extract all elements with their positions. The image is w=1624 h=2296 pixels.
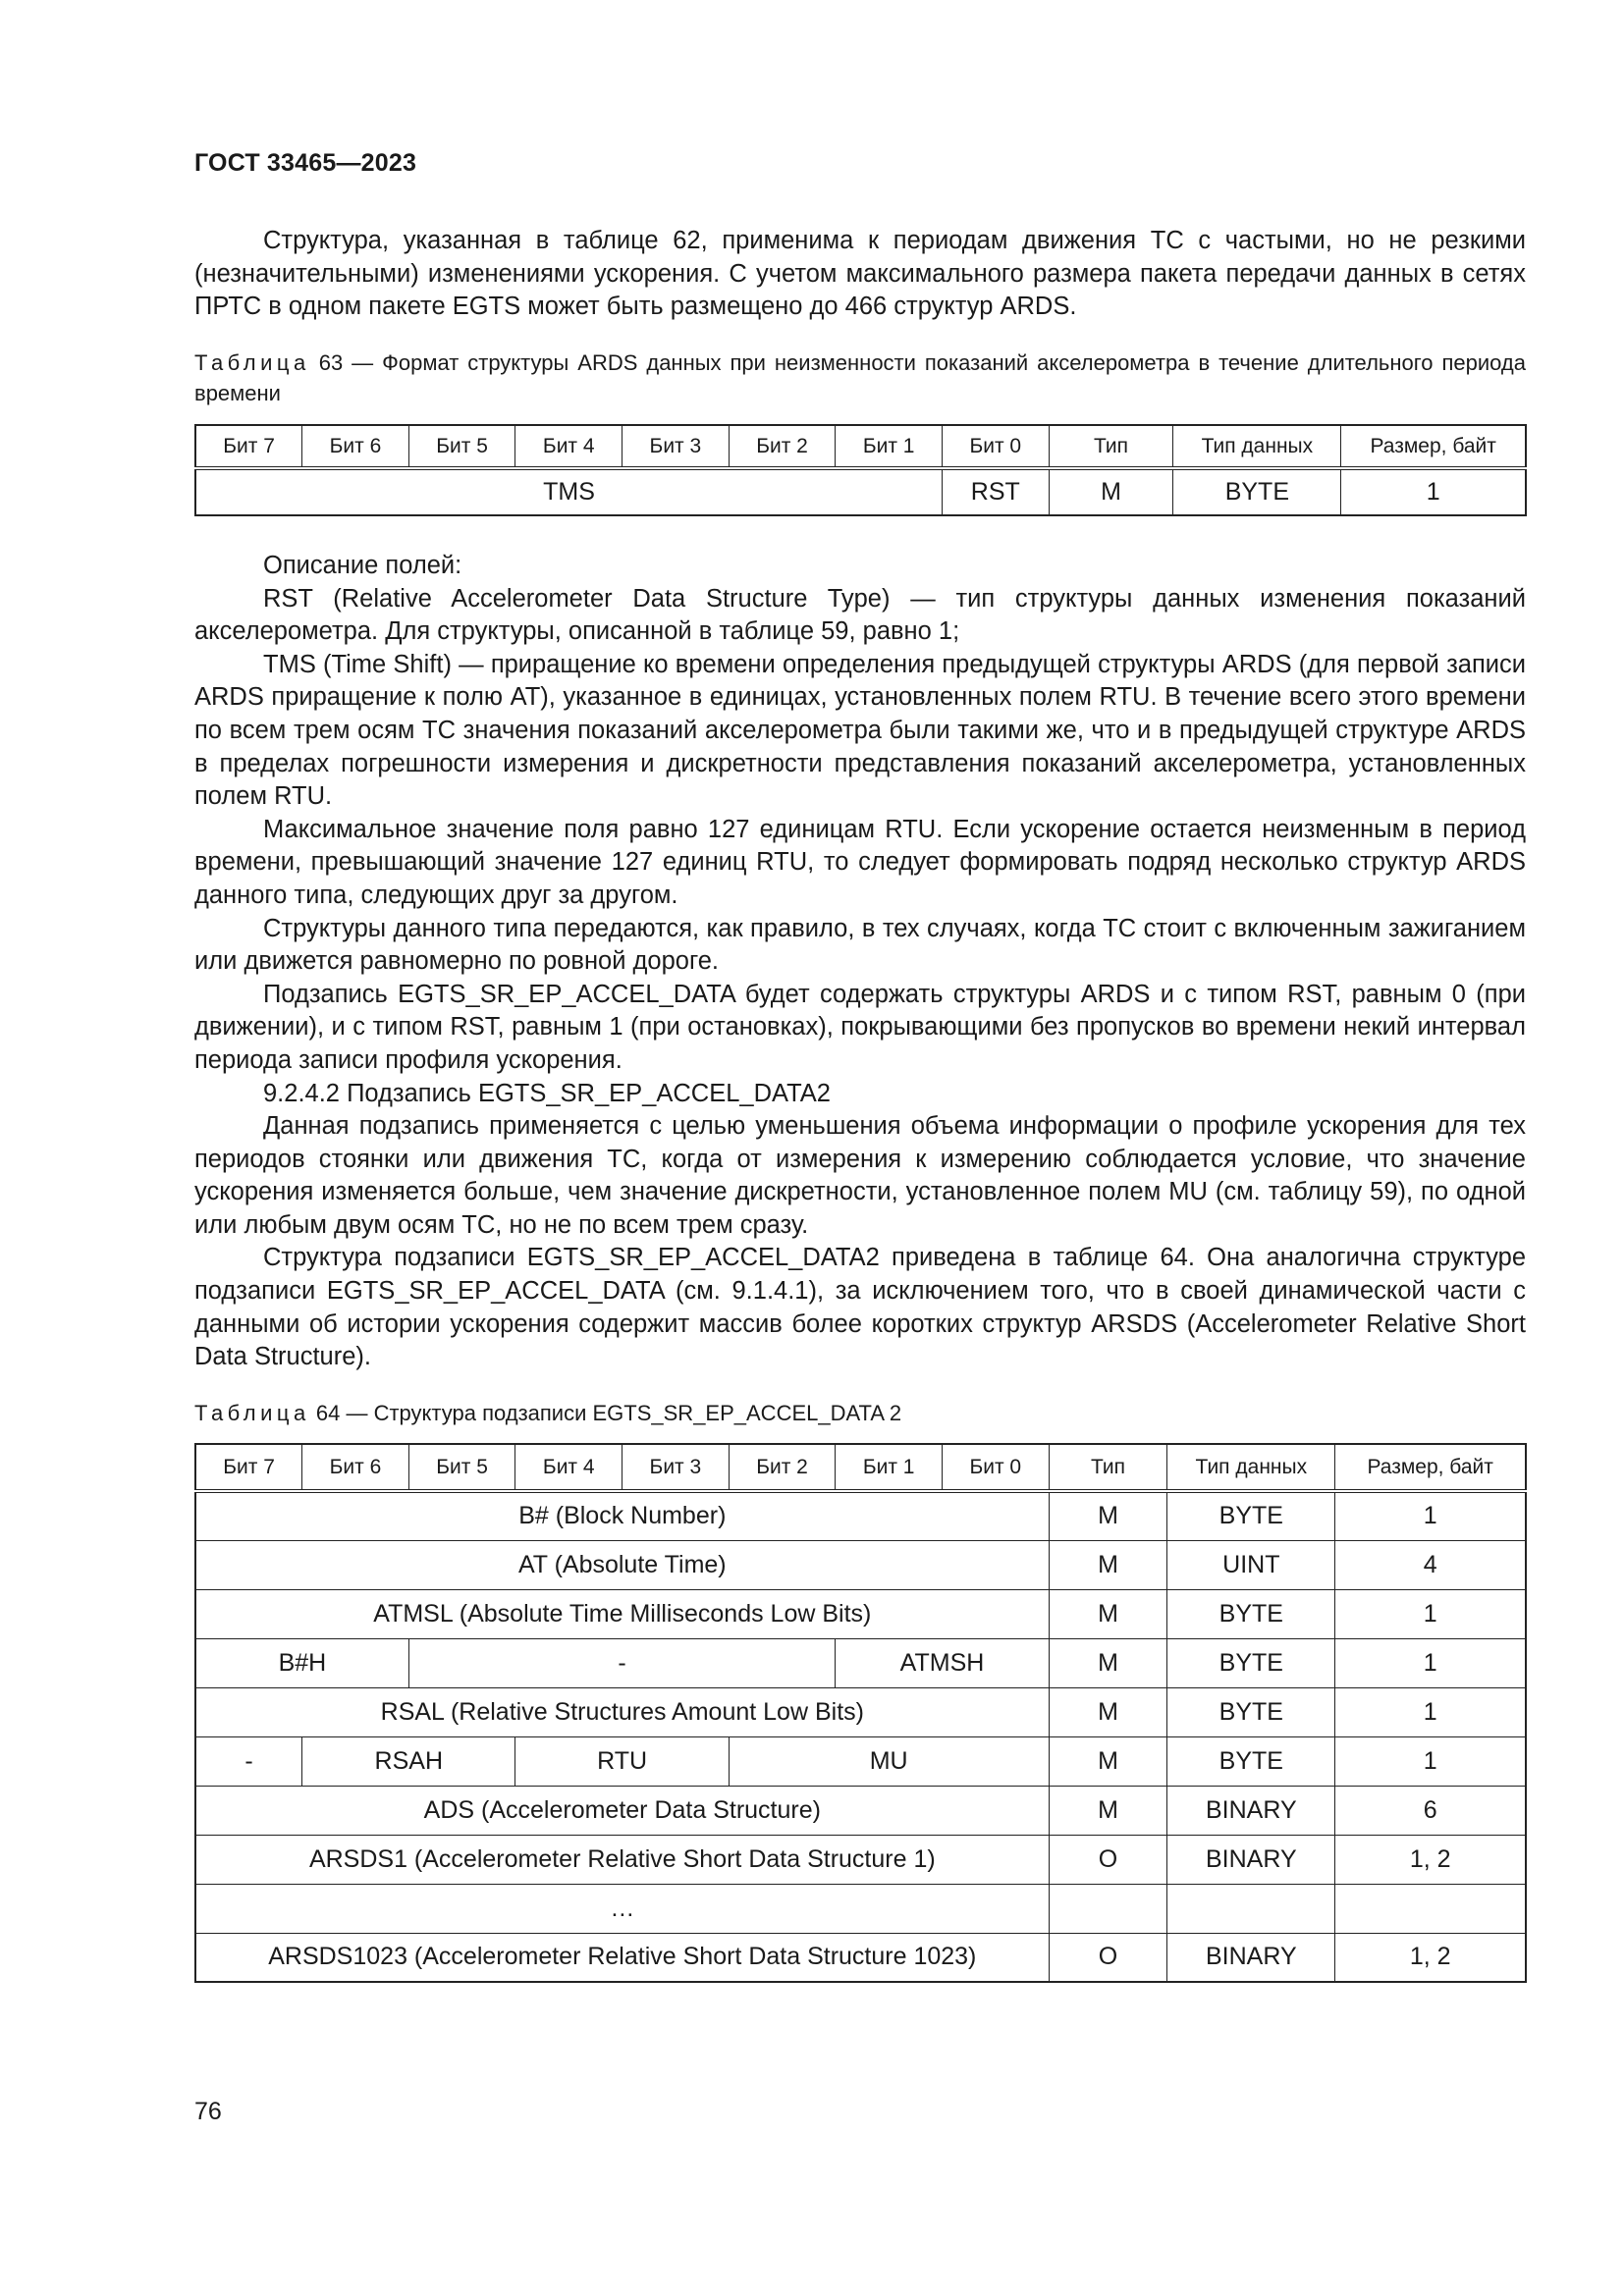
table64-header-cell: Бит 1 — [836, 1444, 943, 1491]
table64-header-cell: Бит 0 — [942, 1444, 1049, 1491]
field-cell: AT (Absolute Time) — [195, 1540, 1049, 1589]
table63-header-cell: Бит 1 — [836, 425, 943, 468]
table64-row-arsds1 — [195, 1835, 1526, 1884]
size-cell: 1 — [1335, 1736, 1526, 1786]
datatype-cell: BYTE — [1167, 1638, 1335, 1687]
field-cell: RSAL (Relative Structures Amount Low Bits) — [195, 1687, 1049, 1736]
paragraph: Данная подзапись применяется с целью уменьшения объема информации о профиле ускорения для тех периодов стоянки или движения ТС, когда от измерения к измерению соблюдается условие, что значение ускорения изменяется больше, чем значение дискретности, установленное полем MU (см. таблицу 59), по одной или любым двум осям ТС, но не по всем трем сразу. — [194, 1112, 1526, 1239]
table64-row-atmsl — [195, 1589, 1526, 1638]
field-cell: ARSDS1 (Accelerometer Relative Short Data Structure 1) — [195, 1835, 1049, 1884]
rtu-cell: RTU — [515, 1736, 729, 1786]
table64-caption-word: Таблица — [194, 1401, 310, 1425]
size-cell: 1 — [1335, 1638, 1526, 1687]
size-cell: 1, 2 — [1335, 1835, 1526, 1884]
table63-header-cell: Бит 7 — [195, 425, 302, 468]
table64-row-rsah — [195, 1736, 1526, 1786]
type-cell: M — [1049, 1736, 1167, 1786]
table63-header-cell: Размер, байт — [1341, 425, 1526, 468]
field-cell: ADS (Accelerometer Data Structure) — [195, 1786, 1049, 1835]
table64-header-cell: Бит 3 — [623, 1444, 730, 1491]
paragraph: RST (Relative Accelerometer Data Structure Type) — тип структуры данных изменения показаний акселерометра. Для структуры, описанной в таблице 59, равно 1; — [194, 584, 1526, 646]
paragraph: Структура подзаписи EGTS_SR_EP_ACCEL_DATA2 приведена в таблице 64. Она аналогична структуре подзаписи EGTS_SR_EP_ACCEL_DATA (см. 9.1.4.1), за исключением того, что в своей динамической части с данными об истории ускорения содержит массив более коротких структур ARSDS (Accelerometer Relative Short Data Structure). — [194, 1244, 1526, 1371]
body-text-block — [194, 550, 1526, 1374]
table63-header-cell: Бит 5 — [408, 425, 515, 468]
table63-tms-cell: TMS — [195, 468, 942, 515]
table63-header-row — [195, 425, 1526, 468]
table63-header-cell: Бит 6 — [302, 425, 409, 468]
table-63 — [194, 424, 1527, 516]
paragraph: TMS (Time Shift) — приращение ко времени определения предыдущей структуры ARDS (для первой записи ARDS приращение к полю AT), указанное в единицах, установленных полем RTU. В течение всего этого времени по всем трем осям ТС значения показаний акселерометра были такими же, что и в предыдущей структуре ARDS в пределах погрешности измерения и дискретности представления показаний акселерометра, установленных полем RTU. — [194, 650, 1526, 811]
table64-row-absolute-time — [195, 1540, 1526, 1589]
table64-row-arsds1023 — [195, 1933, 1526, 1982]
table63-caption — [194, 347, 1526, 408]
type-cell: O — [1049, 1835, 1167, 1884]
table64-header-cell: Бит 6 — [302, 1444, 409, 1491]
table-64 — [194, 1443, 1527, 1983]
table64-header-cell: Размер, байт — [1335, 1444, 1526, 1491]
datatype-cell: BYTE — [1167, 1589, 1335, 1638]
type-cell: M — [1049, 1786, 1167, 1835]
table64-header-cell: Бит 7 — [195, 1444, 302, 1491]
table64-row-block-number — [195, 1491, 1526, 1540]
atmsh-cell: ATMSH — [836, 1638, 1049, 1687]
type-cell: M — [1049, 1540, 1167, 1589]
type-cell: M — [1049, 1491, 1167, 1540]
mu-cell: MU — [729, 1736, 1049, 1786]
table64-header-cell: Бит 4 — [515, 1444, 623, 1491]
table63-header-cell: Тип данных — [1173, 425, 1341, 468]
table64-caption — [194, 1398, 1526, 1428]
paragraph: Структуры данного типа передаются, как правило, в тех случаях, когда ТС стоит с включенным зажиганием или движется равномерно по ровной дороге. — [194, 914, 1526, 976]
table64-row-ads — [195, 1786, 1526, 1835]
table64-header-cell: Бит 5 — [408, 1444, 515, 1491]
table63-rst-cell: RST — [942, 468, 1049, 515]
paragraph: Описание полей: — [263, 552, 462, 579]
document-header: ГОСТ 33465—2023 — [194, 149, 417, 177]
table63-caption-text: 63 — Формат структуры ARDS данных при неизменности показаний акселерометра в течение длительного периода времени — [194, 350, 1526, 405]
table63-header-cell: Тип — [1049, 425, 1173, 468]
type-cell — [1049, 1884, 1167, 1933]
table63-type-cell: M — [1049, 468, 1173, 515]
datatype-cell: BYTE — [1167, 1736, 1335, 1786]
table63-row — [195, 468, 1526, 515]
datatype-cell: BYTE — [1167, 1687, 1335, 1736]
table63-datatype-cell: BYTE — [1173, 468, 1341, 515]
type-cell: M — [1049, 1687, 1167, 1736]
table63-header-cell: Бит 2 — [729, 425, 836, 468]
size-cell: 1 — [1335, 1687, 1526, 1736]
intro-paragraph-block — [194, 225, 1526, 324]
section-heading: 9.2.4.2 Подзапись EGTS_SR_EP_ACCEL_DATA2 — [263, 1079, 831, 1107]
table63-header-cell: Бит 3 — [623, 425, 730, 468]
size-cell: 4 — [1335, 1540, 1526, 1589]
datatype-cell: BINARY — [1167, 1933, 1335, 1982]
reserved-cell: - — [408, 1638, 836, 1687]
datatype-cell — [1167, 1884, 1335, 1933]
table64-header-cell: Тип данных — [1167, 1444, 1335, 1491]
intro-paragraph: Структура, указанная в таблице 62, применима к периодам движения ТС с частыми, но не резкими (незначительными) изменениями ускорения. С учетом максимального размера пакета передачи данных в сетях ПРТС в одном пакете EGTS может быть размещено до 466 структур ARDS. — [194, 227, 1526, 321]
page-number: 76 — [194, 2098, 222, 2125]
datatype-cell: BINARY — [1167, 1835, 1335, 1884]
size-cell — [1335, 1884, 1526, 1933]
datatype-cell: BYTE — [1167, 1491, 1335, 1540]
table63-header-cell: Бит 0 — [942, 425, 1049, 468]
table64-row-ellipsis — [195, 1884, 1526, 1933]
reserved-cell: - — [195, 1736, 302, 1786]
type-cell: O — [1049, 1933, 1167, 1982]
table63-header-cell: Бит 4 — [515, 425, 623, 468]
size-cell: 1, 2 — [1335, 1933, 1526, 1982]
bh-cell: B#H — [195, 1638, 408, 1687]
size-cell: 1 — [1335, 1491, 1526, 1540]
field-cell: ARSDS1023 (Accelerometer Relative Short Data Structure 1023) — [195, 1933, 1049, 1982]
type-cell: M — [1049, 1589, 1167, 1638]
table63-size-cell: 1 — [1341, 468, 1526, 515]
datatype-cell: UINT — [1167, 1540, 1335, 1589]
datatype-cell: BINARY — [1167, 1786, 1335, 1835]
table64-row-bh-atmsh — [195, 1638, 1526, 1687]
type-cell: M — [1049, 1638, 1167, 1687]
size-cell: 1 — [1335, 1589, 1526, 1638]
size-cell: 6 — [1335, 1786, 1526, 1835]
table64-header-cell: Тип — [1049, 1444, 1167, 1491]
table64-header-cell: Бит 2 — [729, 1444, 836, 1491]
paragraph: Максимальное значение поля равно 127 единицам RTU. Если ускорение остается неизменным в период времени, превышающий значение 127 единиц RTU, то следует формировать подряд несколько структур ARDS данного типа, следующих друг за другом. — [194, 815, 1526, 909]
paragraph: Подзапись EGTS_SR_EP_ACCEL_DATA будет содержать структуры ARDS и с типом RST, равным 0 (при движении), и с типом RST, равным 1 (при остановках), покрывающими без пропусков во времени некий интервал периода записи профиля ускорения. — [194, 980, 1526, 1074]
field-cell: B# (Block Number) — [195, 1491, 1049, 1540]
table64-row-rsal — [195, 1687, 1526, 1736]
table64-caption-text: 64 — Структура подзаписи EGTS_SR_EP_ACCEL_DATA 2 — [315, 1401, 902, 1425]
ellipsis-cell: … — [195, 1884, 1049, 1933]
table64-header-row — [195, 1444, 1526, 1491]
field-cell: ATMSL (Absolute Time Milliseconds Low Bits) — [195, 1589, 1049, 1638]
table63-caption-word: Таблица — [194, 350, 310, 375]
rsah-cell: RSAH — [302, 1736, 515, 1786]
